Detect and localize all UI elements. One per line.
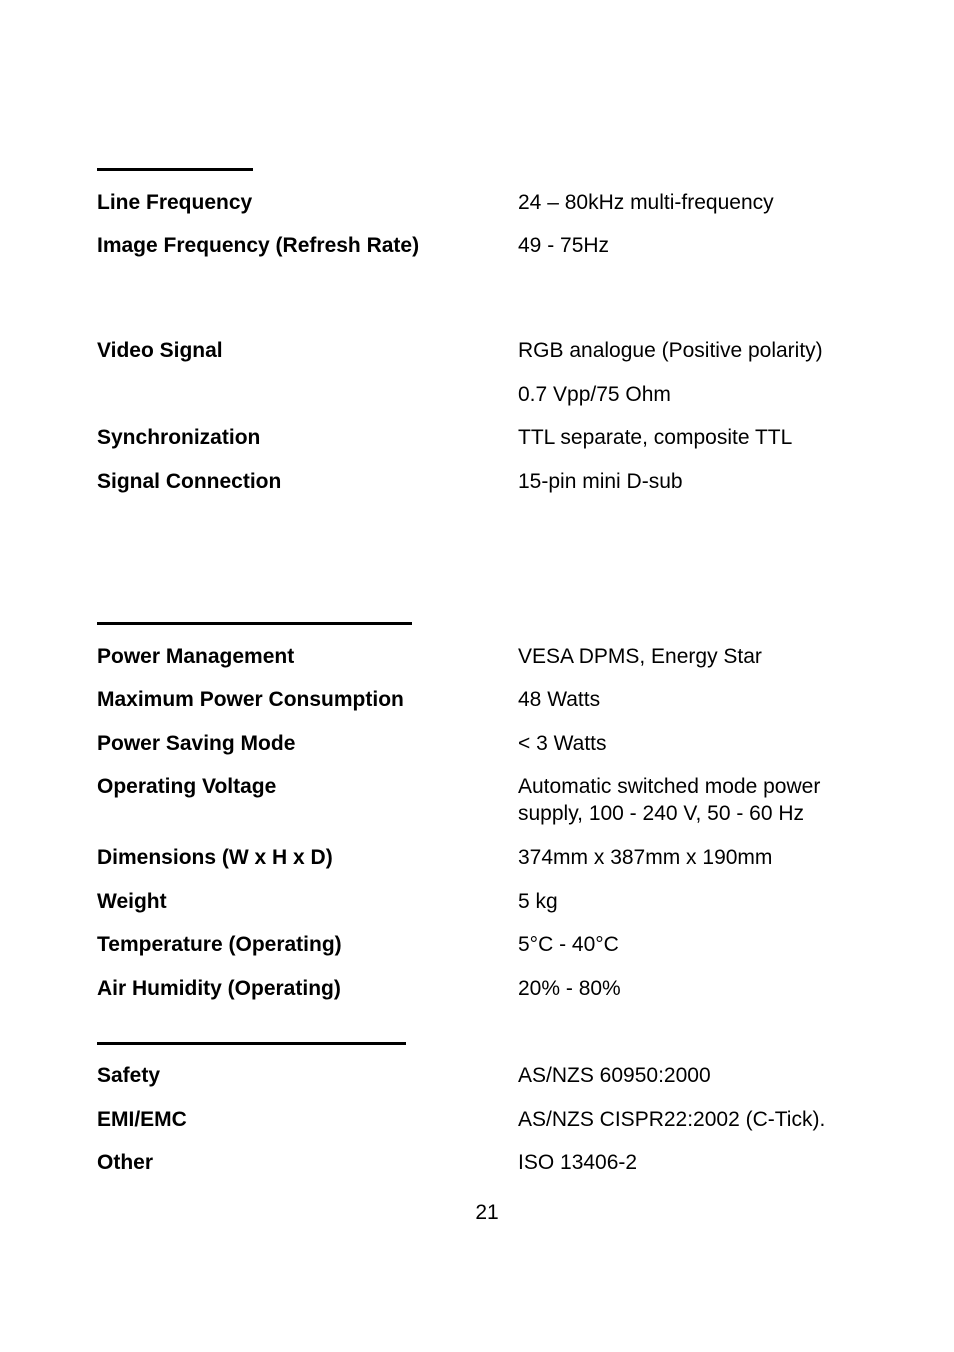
spec-value-line-frequency: 24 – 80kHz multi-frequency [518,191,774,214]
section-rule-power [97,622,412,625]
spec-value-emi-emc: AS/NZS CISPR22:2002 (C-Tick). [518,1108,826,1131]
section-rule-compliance [97,1042,406,1045]
spec-value-temperature: 5°C - 40°C [518,933,619,956]
spec-value-power-saving: < 3 Watts [518,732,607,755]
spec-label-safety: Safety [97,1064,161,1087]
spec-value-signal-connection: 15-pin mini D-sub [518,470,683,493]
spec-label-temperature: Temperature (Operating) [97,933,342,956]
page-number: 21 [475,1201,499,1224]
spec-label-power-management: Power Management [97,645,295,668]
spec-label-weight: Weight [97,890,167,913]
spec-value-weight: 5 kg [518,890,558,913]
spec-value-dimensions: 374mm x 387mm x 190mm [518,846,773,869]
spec-label-power-saving: Power Saving Mode [97,732,296,755]
spec-value-humidity: 20% - 80% [518,977,621,1000]
section-rule-frequency [97,168,253,171]
spec-label-image-frequency: Image Frequency (Refresh Rate) [97,234,420,257]
spec-label-humidity: Air Humidity (Operating) [97,977,341,1000]
spec-label-emi-emc: EMI/EMC [97,1108,187,1131]
spec-value-other: ISO 13406-2 [518,1151,638,1174]
spec-label-synchronization: Synchronization [97,426,261,449]
spec-label-operating-voltage: Operating Voltage [97,775,277,798]
spec-label-line-frequency: Line Frequency [97,191,253,214]
spec-value-synchronization: TTL separate, composite TTL [518,426,793,449]
spec-value-safety: AS/NZS 60950:2000 [518,1064,711,1087]
spec-value-image-frequency: 49 - 75Hz [518,234,610,257]
spec-label-signal-connection: Signal Connection [97,470,282,493]
spec-value-operating-voltage: Automatic switched mode power supply, 100 - 240 V, 50 - 60 Hz [518,775,821,825]
spec-label-other: Other [97,1151,154,1174]
spec-label-dimensions: Dimensions (W x H x D) [97,846,333,869]
spec-label-max-power: Maximum Power Consumption [97,688,404,711]
spec-label-video-signal: Video Signal [97,339,223,362]
spec-value-video-signal: RGB analogue (Positive polarity) [518,339,823,362]
spec-value-max-power: 48 Watts [518,688,601,711]
spec-value-power-management: VESA DPMS, Energy Star [518,645,762,668]
spec-value-video-impedance: 0.7 Vpp/75 Ohm [518,383,671,406]
